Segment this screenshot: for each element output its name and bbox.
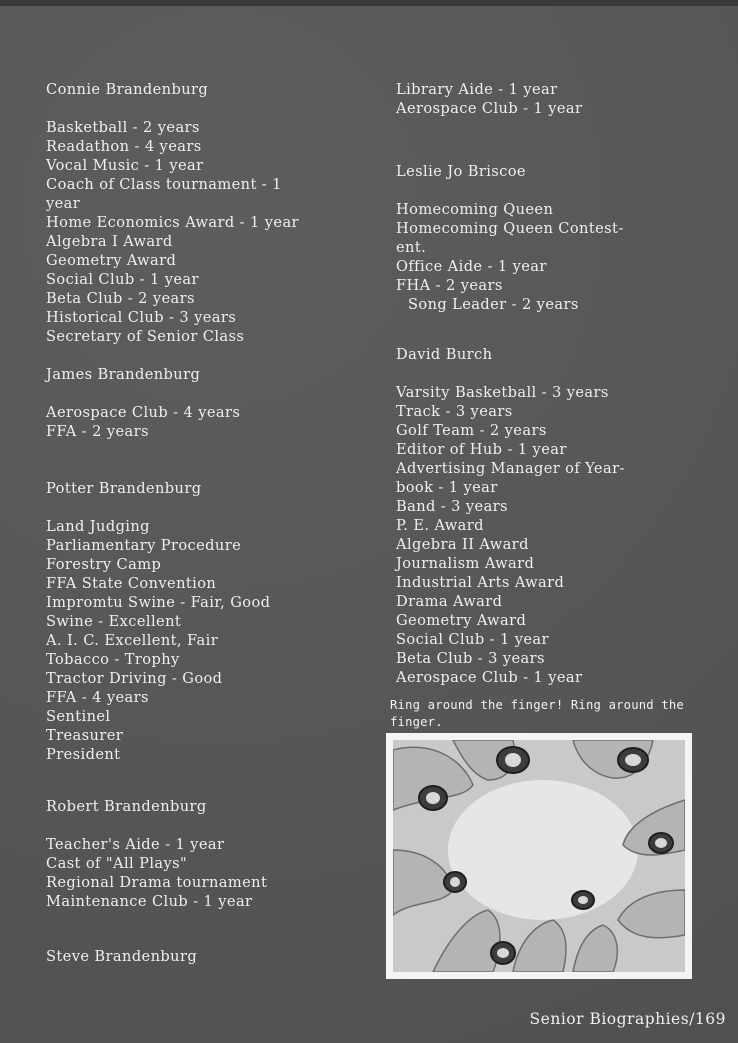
activity-line: Aerospace Club - 1 year — [396, 669, 583, 686]
activity-line: Aerospace Club - 4 years — [46, 404, 241, 421]
rings-photo — [393, 740, 685, 972]
student-name: Potter Brandenburg — [46, 480, 202, 497]
activity-line: Homecoming Queen Contest- — [396, 220, 624, 237]
activity-line: Sentinel — [46, 708, 111, 725]
photo-caption: Ring around the finger! Ring around the finger. — [390, 698, 684, 729]
activity-line: Readathon - 4 years — [46, 138, 202, 155]
activity-line: Vocal Music - 1 year — [46, 157, 204, 174]
activity-line: Office Aide - 1 year — [396, 258, 547, 275]
activity-line: Social Club - 1 year — [46, 271, 199, 288]
activity-line: year — [46, 195, 81, 212]
activity-line: Home Economics Award - 1 year — [46, 214, 299, 231]
student-name: Connie Brandenburg — [46, 81, 209, 98]
student-name: James Brandenburg — [46, 366, 201, 383]
hands-with-rings-illustration — [393, 740, 685, 972]
activity-line: Homecoming Queen — [396, 201, 554, 218]
activity-line: Varsity Basketball - 3 years — [396, 384, 609, 401]
photo-frame — [386, 733, 692, 979]
student-name: Steve Brandenburg — [46, 948, 198, 965]
activity-line: Band - 3 years — [396, 498, 508, 515]
activity-line: Aerospace Club - 1 year — [396, 100, 583, 117]
activity-line: Song Leader - 2 years — [408, 296, 579, 313]
activity-line: Forestry Camp — [46, 556, 162, 573]
activity-line: FFA - 2 years — [46, 423, 149, 440]
activity-line: Library Aide - 1 year — [396, 81, 558, 98]
activity-line: FFA State Convention — [46, 575, 217, 592]
activity-line: Social Club - 1 year — [396, 631, 549, 648]
student-name: Robert Brandenburg — [46, 798, 207, 815]
activity-line: Track - 3 years — [396, 403, 513, 420]
activity-line: P. E. Award — [396, 517, 484, 534]
student-name: Leslie Jo Briscoe — [396, 163, 526, 180]
activity-line: Treasurer — [46, 727, 124, 744]
activity-line: Advertising Manager of Year- — [396, 460, 625, 477]
page-footer: Senior Biographies/169 — [529, 1010, 726, 1028]
activity-line: Parliamentary Procedure — [46, 537, 242, 554]
right-column — [396, 80, 706, 687]
activity-line: Tobacco - Trophy — [46, 651, 180, 668]
activity-line: Coach of Class tournament - 1 — [46, 176, 282, 193]
activity-line: FHA - 2 years — [396, 277, 503, 294]
activity-line: Algebra II Award — [396, 536, 529, 553]
activity-line: book - 1 year — [396, 479, 498, 496]
activity-line: Regional Drama tournament — [46, 874, 268, 891]
activity-line: Algebra I Award — [46, 233, 173, 250]
activity-line: Basketball - 2 years — [46, 119, 200, 136]
activity-line: Beta Club - 3 years — [396, 650, 545, 667]
activity-line: Journalism Award — [396, 555, 535, 572]
activity-line: FFA - 4 years — [46, 689, 149, 706]
activity-line: Drama Award — [396, 593, 503, 610]
activity-line: Teacher's Aide - 1 year — [46, 836, 225, 853]
activity-line: Golf Team - 2 years — [396, 422, 547, 439]
activity-line: Editor of Hub - 1 year — [396, 441, 567, 458]
activity-line: Beta Club - 2 years — [46, 290, 195, 307]
activity-line: President — [46, 746, 121, 763]
activity-line: Impromtu Swine - Fair, Good — [46, 594, 271, 611]
left-column — [46, 80, 376, 966]
activity-line: Historical Club - 3 years — [46, 309, 237, 326]
activity-line: Land Judging — [46, 518, 150, 535]
activity-line: Secretary of Senior Class — [46, 328, 245, 345]
activity-line: Industrial Arts Award — [396, 574, 565, 591]
activity-line: Cast of "All Plays" — [46, 855, 188, 872]
student-name: David Burch — [396, 346, 493, 363]
page-top-edge — [0, 0, 738, 6]
activity-line: Geometry Award — [396, 612, 527, 629]
activity-line: Tractor Driving - Good — [46, 670, 223, 687]
activity-line: Maintenance Club - 1 year — [46, 893, 253, 910]
activity-line: A. I. C. Excellent, Fair — [46, 632, 219, 649]
activity-line: Geometry Award — [46, 252, 177, 269]
activity-line: Swine - Excellent — [46, 613, 182, 630]
activity-line: ent. — [396, 239, 427, 256]
